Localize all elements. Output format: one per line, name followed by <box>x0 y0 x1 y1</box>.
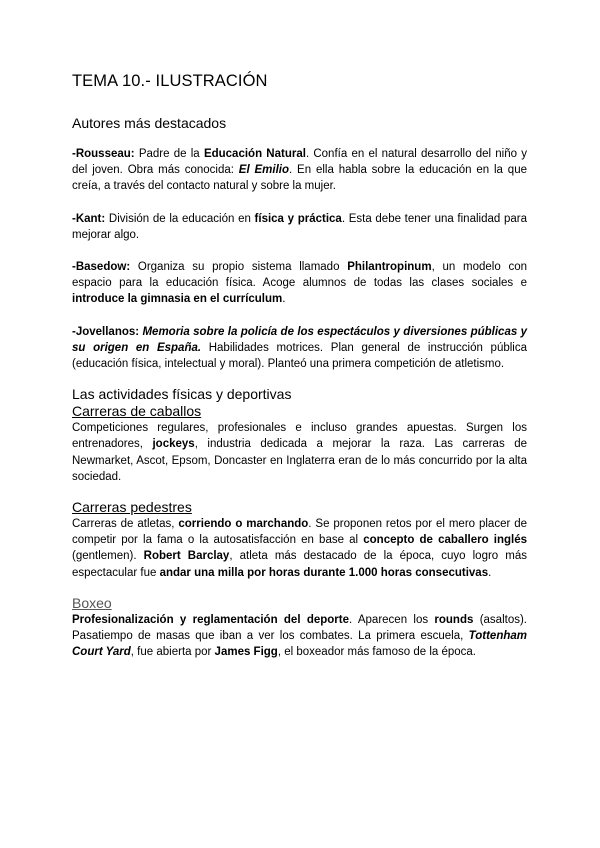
text: División de la educación en <box>105 212 255 225</box>
text: Carreras de atletas, <box>72 518 179 531</box>
paragraph-jovellanos <box>72 324 527 373</box>
text: . Se proponen retos por el mero placer de competir por la fama o la autosatisfacción en base al <box>72 518 528 547</box>
bold-text: física y práctica <box>254 212 342 225</box>
text: (asaltos). Pasatiempo de masas que iban a ver los combates. La primera escuela, <box>72 613 527 643</box>
bold-text: Educación Natural <box>203 148 306 160</box>
bold-italic-text: Tottenham Court Yard <box>72 630 527 659</box>
author-name: -Basedow: <box>72 261 131 274</box>
paragraph-caballos <box>72 420 527 485</box>
bold-text: andar una milla por horas durante 1.000 horas consecutivas <box>159 566 489 579</box>
text: . En ella habla sobre la educación en la que creía, a través del contacto natural y sobre la mujer. <box>72 164 527 193</box>
paragraph-pedestres <box>72 516 527 581</box>
text: . Aparecen los <box>349 613 435 626</box>
text: Competiciones regulares, profesionales e incluso grandes apuestas. Surgen los entrenadores, <box>72 422 527 451</box>
bold-italic-text: Memoria sobre la policía de los espectáculos y diversiones públicas y su origen en España. <box>72 325 527 354</box>
author-name: -Kant: <box>72 212 106 225</box>
bold-text: introduce la gimnasia en el currículum <box>72 293 283 306</box>
bold-text: jockeys <box>152 438 195 451</box>
paragraph-basedow <box>72 259 527 308</box>
bold-italic-text: El Emilio <box>238 164 289 177</box>
bold-text: Profesionalización y reglamentación del deporte <box>72 613 349 626</box>
text: . <box>282 293 286 306</box>
text: . Confía en el natural desarrollo del niño y del joven. Obra más conocida: <box>72 148 527 177</box>
bold-text: Philantropinum <box>347 261 432 274</box>
bold-text: concepto de caballero inglés <box>363 534 527 547</box>
bold-text: James Figg <box>214 646 278 659</box>
text: . <box>488 566 492 579</box>
paragraph-kant <box>72 211 527 243</box>
bold-text: corriendo o marchando <box>178 518 309 531</box>
authors-heading: Autores más destacados <box>72 115 227 131</box>
boxeo-heading: Boxeo <box>72 594 112 611</box>
text: . Esta debe tener una finalidad para mejorar algo. <box>72 212 527 241</box>
text: , atleta más destacado de la época, cuyo logro más espectacular fue <box>72 550 527 579</box>
text: Habilidades motrices. Plan general de instrucción pública (educación física, intelectual y moral). Planteó una primera competición de atletismo. <box>72 341 527 371</box>
pedestres-heading: Carreras pedestres <box>72 499 192 516</box>
paragraph-rousseau <box>72 146 527 195</box>
text: , fue abierta por <box>130 646 215 659</box>
text: , industria dedicada a mejorar la raza. Las carreras de Newmarket, Ascot, Epsom, Doncaster en Inglaterra eran de lo más concurrido por la alta sociedad. <box>72 438 527 483</box>
document-body <box>72 70 527 660</box>
caballos-heading: Carreras de caballos <box>72 403 202 420</box>
text: Padre de la <box>134 148 204 160</box>
author-name: -Jovellanos: <box>72 325 140 338</box>
activities-heading: Las actividades físicas y deportivas <box>72 386 292 403</box>
text: , un modelo con espacio para la educación física. Acoge alumnos de todas las clases sociales e <box>72 261 527 290</box>
bold-text: rounds <box>434 613 474 626</box>
text: , el boxeador más famoso de la época. <box>277 646 477 659</box>
text: (gentlemen). <box>72 550 144 563</box>
page-title: TEMA 10.- ILUSTRACIÓN <box>72 72 268 90</box>
paragraph-boxeo <box>72 612 527 661</box>
author-name: -Rousseau: <box>72 148 135 160</box>
bold-text: Robert Barclay <box>143 550 230 563</box>
text: Organiza su propio sistema llamado <box>130 261 348 274</box>
